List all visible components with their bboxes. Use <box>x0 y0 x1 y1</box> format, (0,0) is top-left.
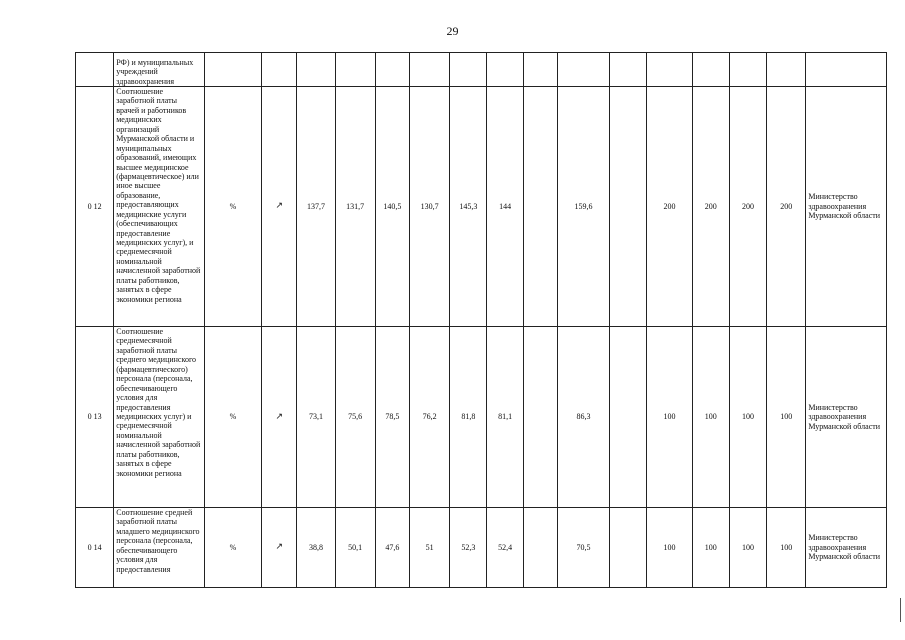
cell-value: 78,5 <box>375 327 409 508</box>
cell-value <box>610 327 647 508</box>
cell-organization: Министерство здравоохранения Мурманской области <box>806 87 887 327</box>
cell-arrow <box>262 53 297 87</box>
cell-value <box>610 53 647 87</box>
cell-value: 47,6 <box>375 508 409 588</box>
cell-value: 70,5 <box>557 508 609 588</box>
cell-value: 159,6 <box>557 87 609 327</box>
cell-indicator-name: РФ) и муниципальных учреждений здравоохранения <box>114 53 205 87</box>
cell-value <box>767 53 806 87</box>
cell-value <box>410 53 450 87</box>
cell-arrow <box>262 87 297 327</box>
arrow-up-right-icon: ↗ <box>275 201 283 212</box>
cell-value: 100 <box>767 508 806 588</box>
cell-value: 200 <box>767 87 806 327</box>
cell-value <box>610 508 647 588</box>
cell-value: 73,1 <box>297 327 335 508</box>
cell-num: 0 12 <box>76 87 114 327</box>
indicators-table <box>75 52 887 588</box>
cell-value: 86,3 <box>557 327 609 508</box>
arrow-up-right-icon: ↗ <box>275 542 283 553</box>
cell-value: 50,1 <box>335 508 375 588</box>
cell-value: 130,7 <box>410 87 450 327</box>
cell-value <box>523 87 557 327</box>
cell-value: 100 <box>729 327 766 508</box>
cell-value <box>610 87 647 327</box>
cell-value: 200 <box>647 87 692 327</box>
cell-unit <box>204 53 261 87</box>
cell-value: 200 <box>729 87 766 327</box>
cell-organization <box>806 53 887 87</box>
cell-value: 76,2 <box>410 327 450 508</box>
cell-value: 81,8 <box>450 327 487 508</box>
cell-value: 144 <box>487 87 523 327</box>
cell-arrow <box>262 508 297 588</box>
arrow-up-right-icon: ↗ <box>275 411 283 422</box>
cell-value: 140,5 <box>375 87 409 327</box>
table-row-fragment <box>76 53 887 87</box>
table-row <box>76 327 887 508</box>
cell-value <box>335 53 375 87</box>
cell-indicator-name: Соотношение заработной платы врачей и работников медицинских организаций Мурманской области и муниципальных образований, имеющих высшее медицинское (фармацевтическое) или иное высшее образование, предоставляющих медицинские услуги (обеспечивающих предоставление медицинских услуг), и среднемесячной номинальной начисленной заработной платы работников, занятых в сфере экономики региона <box>114 87 205 327</box>
cell-value: 145,3 <box>450 87 487 327</box>
cell-num <box>76 53 114 87</box>
cell-value: 131,7 <box>335 87 375 327</box>
cell-unit: % <box>204 508 261 588</box>
cell-value: 52,4 <box>487 508 523 588</box>
scan-edge-mark <box>900 598 901 622</box>
cell-unit: % <box>204 87 261 327</box>
cell-value <box>450 53 487 87</box>
cell-value <box>647 53 692 87</box>
cell-value: 137,7 <box>297 87 335 327</box>
cell-value: 100 <box>692 508 729 588</box>
cell-organization: Министерство здравоохранения Мурманской области <box>806 327 887 508</box>
cell-value: 52,3 <box>450 508 487 588</box>
cell-value: 81,1 <box>487 327 523 508</box>
cell-value <box>523 53 557 87</box>
cell-value <box>692 53 729 87</box>
cell-arrow <box>262 327 297 508</box>
cell-value <box>557 53 609 87</box>
cell-value <box>487 53 523 87</box>
page-number: 29 <box>446 24 459 38</box>
cell-value: 38,8 <box>297 508 335 588</box>
cell-unit: % <box>204 327 261 508</box>
table-row <box>76 508 887 588</box>
cell-num: 0 14 <box>76 508 114 588</box>
cell-value: 200 <box>692 87 729 327</box>
cell-organization: Министерство здравоохранения Мурманской области <box>806 508 887 588</box>
cell-value: 51 <box>410 508 450 588</box>
cell-value: 100 <box>647 327 692 508</box>
cell-value <box>523 327 557 508</box>
cell-value: 75,6 <box>335 327 375 508</box>
cell-value <box>523 508 557 588</box>
cell-value <box>297 53 335 87</box>
cell-value: 100 <box>767 327 806 508</box>
cell-value <box>375 53 409 87</box>
table-row <box>76 87 887 327</box>
cell-indicator-name: Соотношение среднемесячной заработной платы среднего медицинского (фармацевтического) персонала (персонала, обеспечивающего условия для предоставления медицинских услуг) и среднемесячной номинальной начисленной заработной платы работников, занятых в сфере экономики региона <box>114 327 205 508</box>
cell-value <box>729 53 766 87</box>
cell-value: 100 <box>692 327 729 508</box>
cell-indicator-name: Соотношение средней заработной платы младшего медицинского персонала (персонала, обеспечивающего условия для предоставления <box>114 508 205 588</box>
cell-value: 100 <box>647 508 692 588</box>
cell-value: 100 <box>729 508 766 588</box>
cell-num: 0 13 <box>76 327 114 508</box>
